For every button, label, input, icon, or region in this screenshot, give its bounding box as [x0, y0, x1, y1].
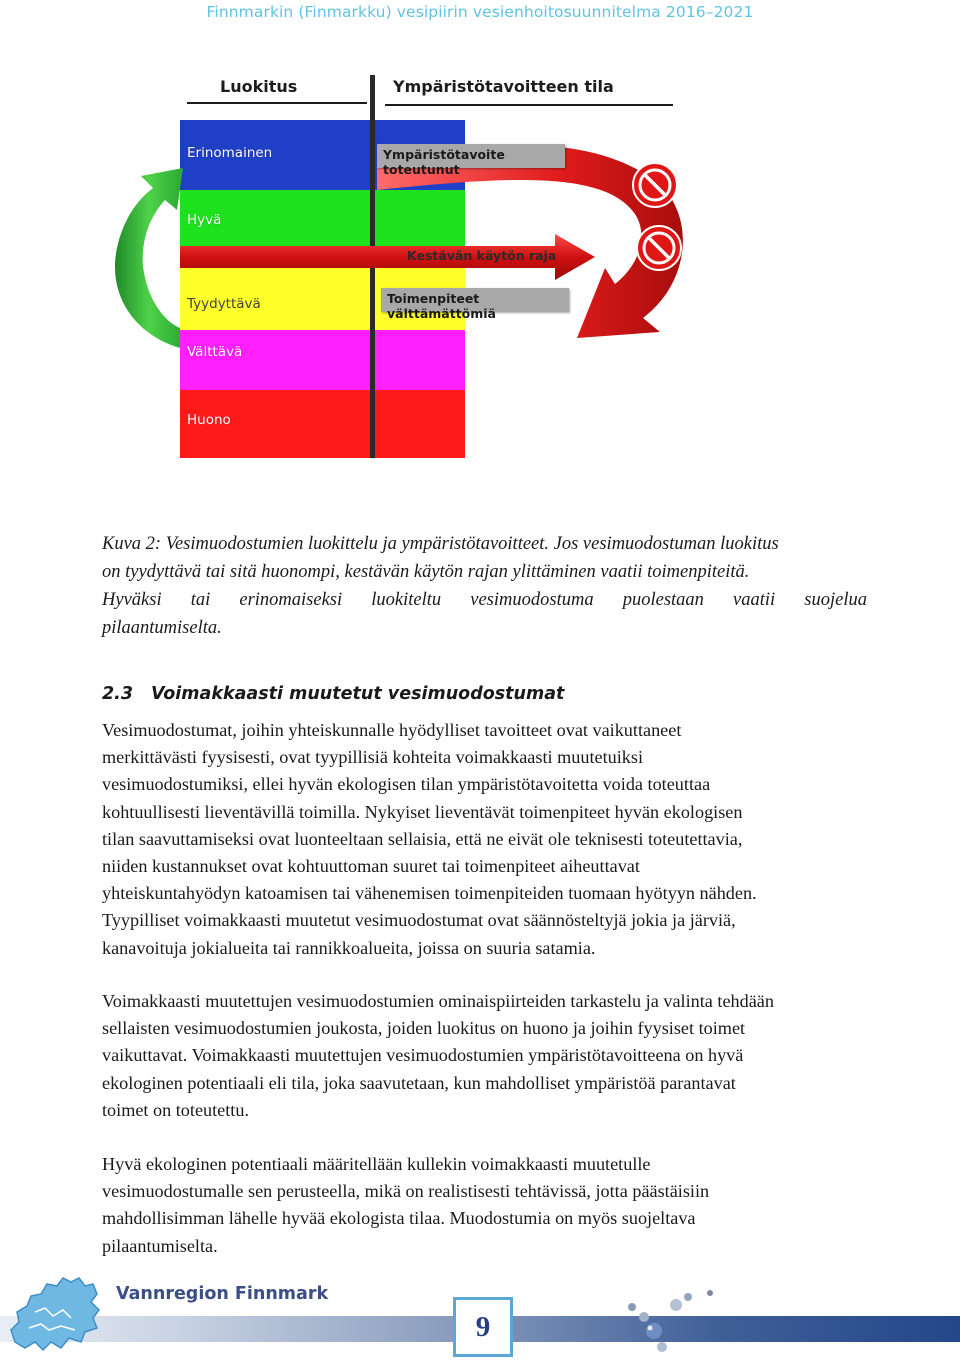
running-header: Finnmarkin (Finmarkku) vesipiirin vesienhoitosuunnitelma 2016–2021: [206, 3, 754, 21]
caption-line: Hyväksi tai erinomaiseksi luokiteltu vesimuodostuma puolestaan vaatii suojelua: [102, 590, 867, 610]
page-number: 9: [453, 1297, 513, 1357]
class-label-good: Hyvä: [187, 212, 222, 228]
water-drops-icon: [610, 1285, 720, 1355]
paragraph-line: Hyvä ekologinen potentiaali määritellään kullekin voimakkaasti muutetulle: [102, 1154, 651, 1174]
caption-line: on tyydyttävä tai sitä huonompi, kestävän käytön rajan ylittäminen vaatii toimenpiteitä.: [102, 562, 750, 582]
paragraph-line: pilaantumiselta.: [102, 1235, 218, 1256]
paragraph-line: sellaisten vesimuodostumien joukosta, joiden luokitus on huono ja joihin fyysiset toimet: [102, 1018, 746, 1039]
figure-caption: [102, 530, 867, 642]
paragraph-line: vesimuodostumalle sen perusteella, mikä on realistisesti tehtävissä, jotta päästäisiin: [102, 1181, 710, 1202]
tag-target-achieved: Ympäristötavoite toteutunut: [377, 144, 565, 168]
figure-arrows: [95, 70, 705, 470]
paragraph-2: [102, 988, 877, 1124]
class-label-satisfactory: Tyydyttävä: [187, 296, 261, 312]
paragraph-line: kanavoituja jokialueita tai rannikkoalueita, joissa on suuria satamia.: [102, 937, 596, 958]
paragraph-line: kohtuullisesti lieventävillä toimilla. Nykyiset lieventävät toimenpiteet hyvän ekologisen: [102, 801, 743, 822]
tag-measures-required: Toimenpiteet välttämättömiä: [381, 288, 569, 312]
green-improvement-arrow: [115, 168, 183, 348]
paragraph-line: toimet on toteutettu.: [102, 1099, 249, 1120]
paragraph-line: vesimuodostumiksi, ellei hyvän ekologisen tilan ympäristötavoitetta voida toteuttaa: [102, 774, 711, 795]
section-heading: [102, 684, 564, 704]
prohibition-icon: [637, 226, 681, 270]
prohibition-icon: [633, 163, 677, 207]
caption-line: Kuva 2: Vesimuodostumien luokittelu ja ympäristötavoitteet. Jos vesimuodostuman luokitus: [102, 534, 779, 554]
class-label-poor: Huono: [187, 412, 231, 428]
paragraph-line: tilan saavuttamiseksi ovat luonteeltaan sellaisia, että ne eivät ole teknisesti toteutettavia,: [102, 828, 743, 849]
paragraph-line: Voimakkaasti muutettujen vesimuodostumien ominaispiirteiden tarkastelu ja valinta tehdään: [102, 991, 774, 1011]
figure-heading-classification: Luokitus: [220, 77, 298, 96]
paragraph-line: merkittävästi fyysisesti, ovat tyypillisiä kohteita voimakkaasti muutetuiksi: [102, 747, 643, 768]
paragraph-line: ekologinen potentiaali eli tila, joka saavutetaan, kun mahdolliset ympäristöä parantavat: [102, 1072, 736, 1093]
section-title: Voimakkaasti muutetut vesimuodostumat: [151, 684, 565, 704]
paragraph-line: Tyypilliset voimakkaasti muutetut vesimuodostumat ovat säännösteltyjä jokia ja järviä,: [102, 910, 736, 931]
classification-figure: [95, 70, 705, 470]
finnmark-map-icon: [5, 1272, 105, 1357]
paragraph-line: niiden kustannukset ovat kohtuuttoman suuret tai toimenpiteet aiheuttavat: [102, 856, 640, 877]
footer-organization: Vannregion Finnmark: [116, 1284, 329, 1304]
class-label-passable: Välttävä: [187, 344, 243, 360]
paragraph-line: mahdollisimman lähelle hyvää ekologista tilaa. Muodostumia on myös suojeltava: [102, 1208, 696, 1229]
paragraph-1: [102, 717, 877, 962]
threshold-label: Kestävän käytön raja: [407, 248, 557, 263]
paragraph-line: vaikuttavat. Voimakkaasti muutettujen vesimuodostumien ympäristötavoitteena on hyvä: [102, 1045, 744, 1066]
class-label-excellent: Erinomainen: [187, 145, 273, 161]
caption-line: pilaantumiselta.: [102, 618, 222, 638]
paragraph-line: Vesimuodostumat, joihin yhteiskunnalle hyödylliset tavoitteet ovat vaikuttaneet: [102, 720, 682, 740]
paragraph-line: yhteiskuntahyödyn katoamisen tai vähenemisen toimenpiteiden tuomaan hyötyyn nähden.: [102, 883, 757, 904]
section-number: 2.3: [102, 684, 134, 704]
paragraph-3: [102, 1151, 877, 1260]
figure-heading-target-status: Ympäristötavoitteen tila: [393, 77, 614, 96]
